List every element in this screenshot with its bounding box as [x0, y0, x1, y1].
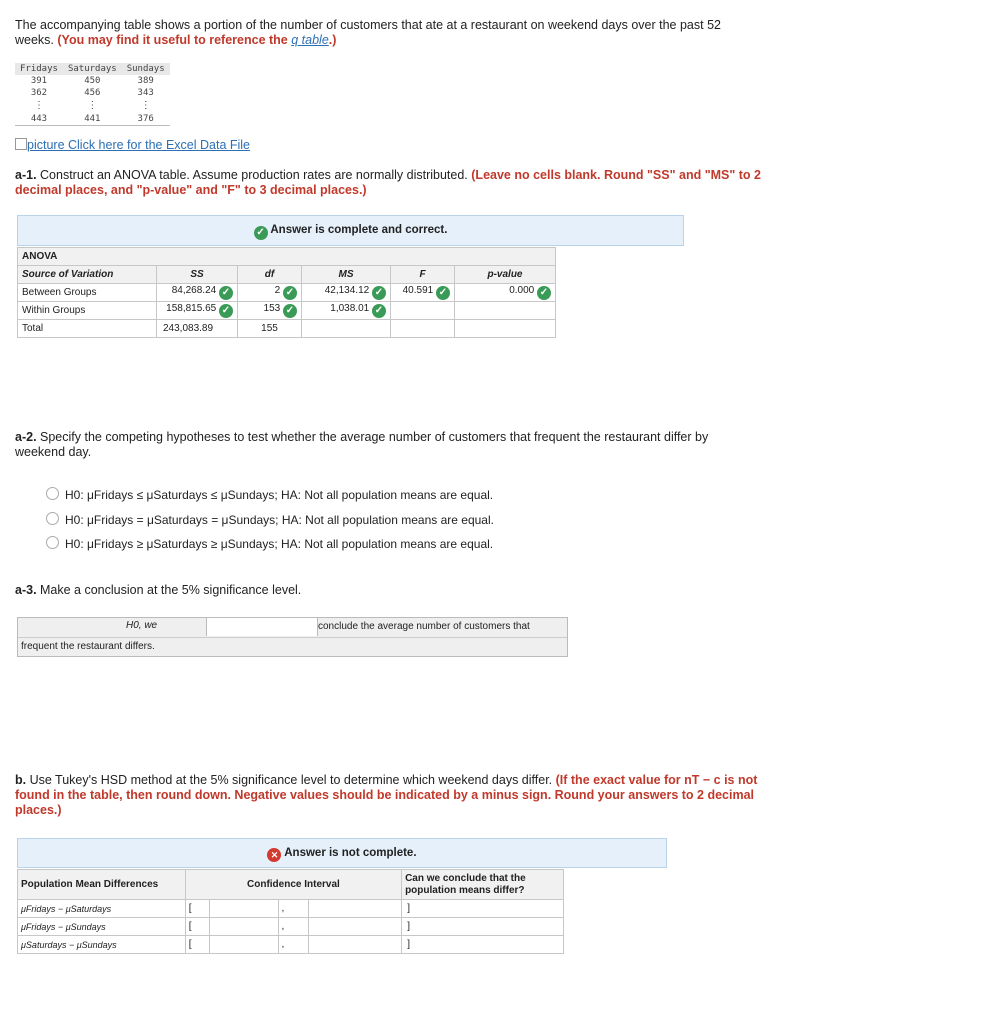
radio-icon[interactable]	[46, 487, 59, 500]
differ-dropdown[interactable]	[402, 936, 564, 954]
check-icon: ✓	[219, 304, 233, 318]
upper-bound-input[interactable]	[308, 936, 411, 954]
cell: 443	[15, 113, 63, 126]
option-text: H0: μFridays = μSaturdays = μSundays; HA: Not all population means are equal.	[65, 513, 494, 527]
a1-question	[15, 168, 785, 198]
row-fri-sat: μFridays − μSaturdays	[18, 900, 186, 918]
b-instr3: places.)	[15, 803, 62, 817]
h0-we-label: H0, we	[126, 620, 158, 631]
col-sundays: Sundays	[122, 63, 170, 75]
hdr-f: F	[391, 266, 455, 284]
hypothesis-option-3[interactable]	[46, 536, 493, 551]
differ-dropdown[interactable]	[402, 900, 564, 918]
cell: 343	[137, 88, 154, 98]
check-icon: ✓	[219, 286, 233, 300]
cell: 391	[30, 76, 48, 86]
check-icon: ✓	[537, 286, 551, 300]
ss-within-input[interactable]: 158,815.65 ✓	[157, 302, 238, 320]
row-total: Total	[18, 320, 157, 338]
lower-bound-input[interactable]	[210, 936, 278, 954]
intro-line1: The accompanying table shows a portion of the number of customers that ate at a restaurant on weekend days over the past 52	[15, 18, 721, 32]
x-icon: ✕	[267, 848, 281, 862]
df-total: 155	[238, 320, 302, 338]
check-icon: ✓	[372, 304, 386, 318]
col-saturdays: Saturdays	[63, 63, 122, 75]
b-instr1: (If the exact value for nT − c is not	[555, 773, 758, 787]
radio-icon[interactable]	[46, 512, 59, 525]
cell: 441	[63, 113, 122, 126]
ellipsis: ⋮	[140, 100, 151, 111]
tukey-table	[17, 869, 564, 954]
b-banner-text: Answer is not complete.	[284, 847, 417, 859]
hdr-ms: MS	[302, 266, 391, 284]
hdr-ss: SS	[157, 266, 238, 284]
row-sat-sun: μSaturdays − μSundays	[18, 936, 186, 954]
excel-link-row[interactable]	[15, 138, 250, 152]
lower-bound-input[interactable]	[210, 918, 278, 936]
hdr-confidence-interval: Confidence Interval	[185, 870, 401, 900]
option-text: H0: μFridays ≤ μSaturdays ≤ μSundays; HA: Not all population means are equal.	[65, 488, 494, 502]
check-icon: ✓	[372, 286, 386, 300]
q-table-link[interactable]: q table	[291, 33, 329, 47]
col-fridays: Fridays	[15, 63, 63, 75]
frequent-text: frequent the restaurant differs.	[21, 641, 155, 652]
df-between-input[interactable]: 2 ✓	[238, 284, 302, 302]
open-bracket: [	[185, 918, 209, 936]
a2-question	[15, 430, 785, 460]
hdr-pvalue: p-value	[455, 266, 556, 284]
row-fri-sun: μFridays − μSundays	[18, 918, 186, 936]
lower-bound-input[interactable]	[210, 900, 278, 918]
cell: 389	[137, 76, 154, 86]
comma: ,	[278, 936, 308, 954]
row-between: Between Groups	[18, 284, 157, 302]
ellipsis: ⋮	[87, 100, 98, 111]
data-table	[15, 63, 170, 126]
close-bracket: ]	[407, 903, 411, 914]
b-status-banner	[17, 838, 667, 868]
close-bracket: ]	[407, 939, 411, 950]
intro-hint-end: .)	[328, 33, 337, 47]
a3-text: Make a conclusion at the 5% significance level.	[36, 583, 302, 597]
option-text: H0: μFridays ≥ μSaturdays ≥ μSundays; HA: Not all population means are equal.	[65, 537, 494, 551]
a2-text2: weekend day.	[15, 445, 92, 459]
hdr-source: Source of Variation	[18, 266, 157, 284]
df-within-input[interactable]: 153 ✓	[238, 302, 302, 320]
row-within: Within Groups	[18, 302, 157, 320]
b-text: Use Tukey's HSD method at the 5% significance level to determine which weekend days differ.	[26, 773, 556, 787]
cell: 376	[122, 113, 170, 126]
ellipsis: ⋮	[33, 100, 44, 111]
a1-instr2: decimal places, and "p-value" and "F" to 3 decimal places.)	[15, 183, 367, 197]
b-question	[15, 773, 790, 818]
a2-text: Specify the competing hypotheses to test whether the average number of customers that frequent the restaurant differ by	[36, 430, 709, 444]
f-input[interactable]: 40.591 ✓	[391, 284, 455, 302]
a1-instr: (Leave no cells blank. Round "SS" and "MS" to 2	[471, 168, 761, 182]
check-icon: ✓	[254, 226, 268, 240]
hypothesis-option-1[interactable]	[46, 487, 493, 502]
reject-dropdown[interactable]	[206, 618, 318, 636]
a2-label: a-2.	[15, 430, 37, 444]
a3-question	[15, 583, 301, 598]
ss-total: 243,083.89	[157, 320, 238, 338]
a1-status-banner	[17, 215, 684, 246]
ss-between-input[interactable]: 84,268.24 ✓	[157, 284, 238, 302]
b-instr2: found in the table, then round down. Negative values should be indicated by a minus sign. Round your answers to 2 decimal	[15, 788, 754, 802]
open-bracket: [	[185, 936, 209, 954]
excel-data-link[interactable]: picture Click here for the Excel Data File	[27, 138, 251, 152]
differ-dropdown[interactable]	[402, 918, 564, 936]
pvalue-input[interactable]: 0.000 ✓	[455, 284, 556, 302]
cell: 456	[84, 88, 101, 98]
open-bracket: [	[185, 900, 209, 918]
a3-label: a-3.	[15, 583, 37, 597]
upper-bound-input[interactable]	[308, 900, 411, 918]
comma: ,	[278, 918, 308, 936]
anova-title: ANOVA	[18, 248, 556, 266]
intro-line2: weeks.	[15, 33, 54, 47]
hdr-df: df	[238, 266, 302, 284]
hdr-conclude-differ: Can we conclude that the population means differ?	[402, 870, 564, 900]
a1-text: Construct an ANOVA table. Assume production rates are normally distributed.	[36, 168, 472, 182]
broken-image-icon	[15, 138, 27, 150]
a1-banner-text: Answer is complete and correct.	[270, 224, 448, 236]
ms-between-input[interactable]: 42,134.12 ✓	[302, 284, 391, 302]
check-icon: ✓	[283, 304, 297, 318]
intro-text	[15, 18, 775, 48]
hdr-pop-mean-diff: Population Mean Differences	[18, 870, 186, 900]
b-label: b.	[15, 773, 27, 787]
conclude-text: conclude the average number of customers that	[318, 621, 530, 632]
hypothesis-option-2[interactable]	[46, 512, 494, 527]
cell: 450	[84, 76, 101, 86]
intro-hint: (You may find it useful to reference the	[57, 33, 292, 47]
ms-within-input[interactable]: 1,038.01 ✓	[302, 302, 391, 320]
a1-label: a-1.	[15, 168, 37, 182]
check-icon: ✓	[283, 286, 297, 300]
check-icon: ✓	[436, 286, 450, 300]
anova-table	[17, 247, 556, 338]
cell: 362	[30, 88, 48, 98]
a3-conclusion-box	[17, 617, 568, 657]
upper-bound-input[interactable]	[308, 918, 411, 936]
radio-icon[interactable]	[46, 536, 59, 549]
comma: ,	[278, 900, 308, 918]
close-bracket: ]	[407, 921, 411, 932]
